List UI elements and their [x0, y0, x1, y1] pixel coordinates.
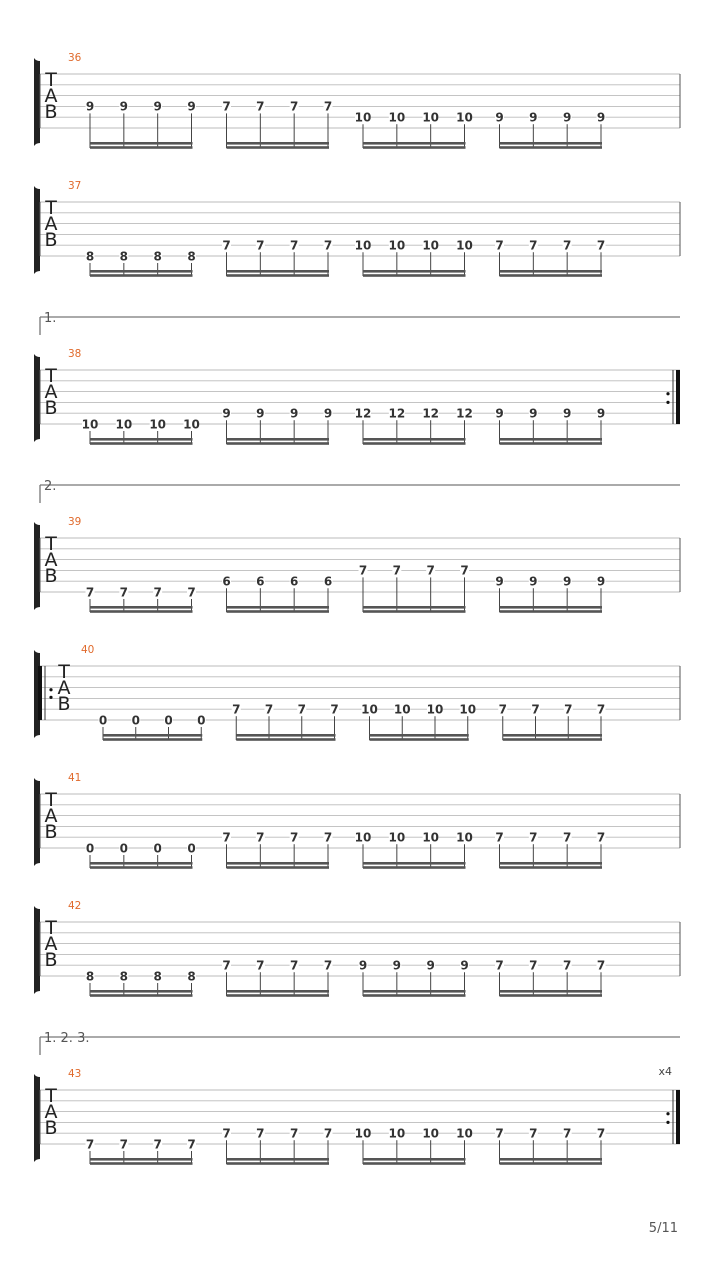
fret-number: 10 — [354, 830, 372, 845]
beam-secondary — [227, 1162, 330, 1165]
beam-primary — [227, 990, 330, 993]
fret-number: 7 — [495, 1126, 504, 1141]
fret-number: 12 — [456, 406, 473, 421]
fret-number: 8 — [85, 249, 95, 264]
fret-number: 7 — [531, 702, 540, 717]
fret-number: 7 — [529, 1126, 538, 1141]
tab-system — [34, 311, 680, 445]
beam-secondary — [363, 442, 466, 445]
page-number: 5/11 — [648, 1221, 678, 1236]
fret-number: 7 — [289, 958, 299, 973]
fret-number: 7 — [358, 563, 368, 578]
fret-number: 10 — [354, 110, 372, 125]
beam-secondary — [500, 274, 603, 277]
beam-primary — [500, 1158, 603, 1161]
fret-number: 6 — [289, 574, 299, 589]
fret-number: 7 — [323, 1126, 333, 1141]
tab-clef-letter: T — [45, 197, 57, 219]
beam-primary — [500, 270, 603, 273]
fret-number: 9 — [596, 406, 606, 421]
beam-secondary — [500, 994, 603, 997]
fret-number: 7 — [297, 702, 306, 717]
fret-number: 7 — [596, 1126, 606, 1141]
measure-number: 38 — [68, 348, 82, 360]
tab-clef-letter: A — [44, 549, 58, 571]
tab-system — [34, 644, 680, 741]
fret-number: 7 — [564, 702, 573, 717]
fret-number: 7 — [529, 830, 538, 845]
beam-secondary — [103, 738, 202, 741]
beam-secondary — [227, 274, 330, 277]
fret-number: 10 — [149, 417, 167, 432]
tab-system — [34, 900, 680, 997]
tab-clef-letter: T — [45, 365, 57, 387]
beam-primary — [227, 1158, 330, 1161]
beam-secondary — [90, 994, 193, 997]
fret-number: 9 — [495, 110, 504, 125]
beam-secondary — [90, 1162, 193, 1165]
fret-number: 7 — [222, 958, 231, 973]
fret-number: 7 — [562, 830, 572, 845]
fret-number: 8 — [119, 969, 129, 984]
beam-primary — [363, 862, 466, 865]
fret-number: 10 — [354, 238, 372, 253]
fret-number: 10 — [388, 238, 406, 253]
beam-primary — [227, 142, 330, 145]
fret-number: 10 — [388, 110, 406, 125]
beam-secondary — [90, 442, 193, 445]
beam-primary — [500, 142, 603, 145]
system-bracket-bar — [34, 189, 38, 271]
beam-primary — [90, 1158, 193, 1161]
beam-secondary — [227, 146, 330, 149]
fret-number: 9 — [153, 99, 162, 114]
fret-number: 9 — [495, 574, 504, 589]
fret-number: 9 — [392, 958, 402, 973]
measure-number: 39 — [68, 516, 82, 528]
fret-number: 7 — [426, 563, 435, 578]
beam-secondary — [363, 146, 466, 149]
repeat-dot — [666, 401, 669, 404]
beam-primary — [363, 142, 466, 145]
fret-number: 10 — [422, 1126, 440, 1141]
fret-number: 8 — [119, 249, 129, 264]
fret-number: 7 — [529, 238, 538, 253]
fret-number: 9 — [562, 574, 572, 589]
beam-primary — [90, 606, 193, 609]
beam-secondary — [90, 866, 193, 869]
fret-number: 7 — [222, 238, 231, 253]
fret-number: 7 — [256, 1126, 265, 1141]
beam-primary — [90, 438, 193, 441]
fret-number: 7 — [596, 702, 606, 717]
tab-clef-letter: B — [44, 565, 58, 587]
fret-number: 9 — [495, 406, 504, 421]
system-bracket-bar — [34, 1077, 38, 1159]
beam-primary — [103, 734, 202, 737]
beam-primary — [503, 734, 602, 737]
fret-number: 10 — [393, 702, 411, 717]
fret-number: 7 — [596, 830, 606, 845]
fret-number: 7 — [323, 99, 333, 114]
tab-clef-letter: A — [44, 85, 58, 107]
tab-clef-letter: B — [44, 1117, 58, 1139]
fret-number: 7 — [596, 238, 606, 253]
fret-number: 7 — [495, 958, 504, 973]
fret-number: 7 — [119, 1137, 129, 1152]
beam-secondary — [500, 146, 603, 149]
tab-clef-letter: B — [57, 693, 71, 715]
beam-primary — [90, 142, 193, 145]
fret-number: 7 — [187, 585, 196, 600]
fret-number: 10 — [354, 1126, 372, 1141]
beam-primary — [227, 270, 330, 273]
fret-number: 12 — [354, 406, 372, 421]
tab-clef-letter: A — [44, 381, 58, 403]
beam-secondary — [227, 442, 330, 445]
system-bracket-bar — [34, 653, 38, 735]
tab-clef-letter: T — [45, 789, 57, 811]
tab-system — [34, 52, 680, 149]
fret-number: 9 — [529, 110, 538, 125]
beam-secondary — [227, 610, 330, 613]
beam-primary — [227, 438, 330, 441]
fret-number: 7 — [222, 1126, 231, 1141]
fret-number: 10 — [426, 702, 444, 717]
fret-number: 8 — [153, 249, 162, 264]
repeat-dot — [49, 696, 52, 699]
fret-number: 9 — [85, 99, 95, 114]
beam-primary — [370, 734, 469, 737]
fret-number: 10 — [361, 702, 378, 717]
tab-clef-letter: T — [45, 533, 57, 555]
fret-number: 0 — [164, 713, 173, 728]
fret-number: 7 — [187, 1137, 196, 1152]
system-bracket-bar — [34, 357, 38, 439]
fret-number: 7 — [256, 238, 265, 253]
fret-number: 7 — [495, 238, 504, 253]
fret-number: 7 — [460, 563, 469, 578]
repeat-end-thick — [676, 1090, 680, 1144]
tab-clef-letter: A — [44, 213, 58, 235]
fret-number: 9 — [562, 110, 572, 125]
fret-number: 7 — [289, 830, 299, 845]
fret-number: 9 — [358, 958, 368, 973]
fret-number: 9 — [596, 110, 606, 125]
fret-number: 12 — [422, 406, 440, 421]
beam-secondary — [363, 1162, 466, 1165]
fret-number: 0 — [85, 841, 95, 856]
measure-number: 43 — [68, 1068, 82, 1080]
volta-label: 1. 2. 3. — [44, 1031, 90, 1046]
fret-number: 9 — [529, 574, 538, 589]
repeat-dot — [666, 1112, 669, 1115]
beam-secondary — [500, 610, 603, 613]
fret-number: 7 — [289, 99, 299, 114]
fret-number: 7 — [596, 958, 606, 973]
fret-number: 7 — [289, 238, 299, 253]
beam-primary — [500, 990, 603, 993]
fret-number: 7 — [256, 99, 265, 114]
beam-primary — [500, 606, 603, 609]
fret-number: 7 — [85, 1137, 95, 1152]
beam-secondary — [363, 994, 466, 997]
fret-number: 0 — [131, 713, 140, 728]
fret-number: 7 — [562, 958, 572, 973]
fret-number: 9 — [289, 406, 299, 421]
fret-number: 7 — [153, 585, 162, 600]
beam-secondary — [363, 274, 466, 277]
tab-clef-letter: B — [44, 949, 58, 971]
system-bracket-bar — [34, 909, 38, 991]
repeat-dot — [49, 688, 52, 691]
fret-number: 10 — [422, 238, 440, 253]
beam-secondary — [236, 738, 335, 741]
fret-number: 7 — [323, 238, 333, 253]
beam-secondary — [363, 866, 466, 869]
beam-primary — [90, 270, 193, 273]
fret-number: 12 — [388, 406, 406, 421]
fret-number: 7 — [495, 830, 504, 845]
fret-number: 10 — [115, 417, 133, 432]
fret-number: 7 — [562, 1126, 572, 1141]
tab-clef-letter: T — [58, 661, 70, 683]
fret-number: 0 — [119, 841, 129, 856]
fret-number: 7 — [85, 585, 95, 600]
fret-number: 0 — [98, 713, 108, 728]
fret-number: 10 — [388, 1126, 406, 1141]
measure-number: 42 — [68, 900, 82, 912]
beam-primary — [363, 438, 466, 441]
fret-number: 8 — [85, 969, 95, 984]
measure-number: 37 — [68, 180, 82, 192]
tab-clef-letter: B — [44, 397, 58, 419]
fret-number: 7 — [392, 563, 402, 578]
fret-number: 9 — [426, 958, 435, 973]
beam-secondary — [90, 146, 193, 149]
fret-number: 6 — [256, 574, 265, 589]
beam-secondary — [363, 610, 466, 613]
fret-number: 10 — [459, 702, 477, 717]
fret-number: 9 — [256, 406, 265, 421]
fret-number: 8 — [187, 249, 196, 264]
fret-number: 9 — [187, 99, 196, 114]
fret-number: 7 — [256, 830, 265, 845]
tab-clef-letter: A — [44, 1101, 58, 1123]
fret-number: 7 — [222, 830, 231, 845]
tab-clef-letter: A — [57, 677, 71, 699]
beam-secondary — [503, 738, 602, 741]
tab-clef-letter: T — [45, 1085, 57, 1107]
fret-number: 10 — [183, 417, 200, 432]
repeat-dot — [666, 1121, 669, 1124]
repeat-dot — [666, 392, 669, 395]
fret-number: 7 — [256, 958, 265, 973]
beam-primary — [500, 438, 603, 441]
system-bracket-bar — [34, 525, 38, 607]
fret-number: 9 — [596, 574, 606, 589]
beam-secondary — [227, 866, 330, 869]
fret-number: 6 — [323, 574, 333, 589]
beam-secondary — [500, 442, 603, 445]
fret-number: 10 — [422, 110, 440, 125]
repeat-start-thick — [38, 666, 42, 720]
beam-secondary — [370, 738, 469, 741]
fret-number: 9 — [323, 406, 333, 421]
fret-number: 7 — [119, 585, 129, 600]
fret-number: 0 — [153, 841, 162, 856]
beam-primary — [90, 862, 193, 865]
tab-system — [34, 180, 680, 277]
tab-system — [34, 772, 680, 869]
fret-number: 7 — [323, 958, 333, 973]
fret-number: 9 — [119, 99, 129, 114]
beam-primary — [363, 270, 466, 273]
fret-number: 10 — [388, 830, 406, 845]
fret-number: 8 — [153, 969, 162, 984]
system-bracket-bar — [34, 61, 38, 143]
beam-primary — [500, 862, 603, 865]
tab-clef-letter: T — [45, 69, 57, 91]
fret-number: 7 — [562, 238, 572, 253]
fret-number: 9 — [460, 958, 469, 973]
beam-primary — [363, 1158, 466, 1161]
fret-number: 7 — [232, 702, 241, 717]
fret-number: 10 — [456, 830, 473, 845]
beam-primary — [363, 606, 466, 609]
fret-number: 9 — [222, 406, 231, 421]
volta-label: 1. — [44, 311, 57, 326]
fret-number: 7 — [153, 1137, 162, 1152]
fret-number: 7 — [330, 702, 339, 717]
fret-number: 7 — [264, 702, 274, 717]
tab-system — [34, 479, 680, 613]
fret-number: 8 — [187, 969, 196, 984]
measure-number: 40 — [81, 644, 95, 656]
tab-clef-letter: A — [44, 805, 58, 827]
beam-secondary — [500, 1162, 603, 1165]
beam-secondary — [90, 274, 193, 277]
beam-primary — [227, 606, 330, 609]
repeat-count: x4 — [658, 1065, 672, 1078]
fret-number: 0 — [187, 841, 196, 856]
fret-number: 10 — [456, 110, 473, 125]
tab-clef-letter: B — [44, 101, 58, 123]
beam-primary — [90, 990, 193, 993]
tab-clef-letter: B — [44, 229, 58, 251]
volta-label: 2. — [44, 479, 57, 494]
beam-primary — [236, 734, 335, 737]
tab-clef-letter: B — [44, 821, 58, 843]
fret-number: 7 — [323, 830, 333, 845]
beam-primary — [227, 862, 330, 865]
fret-number: 7 — [222, 99, 231, 114]
beam-secondary — [227, 994, 330, 997]
measure-number: 36 — [68, 52, 82, 64]
system-bracket-bar — [34, 781, 38, 863]
fret-number: 10 — [456, 238, 473, 253]
fret-number: 0 — [197, 713, 206, 728]
tab-system — [34, 1031, 680, 1165]
fret-number: 10 — [81, 417, 99, 432]
measure-number: 41 — [68, 772, 82, 784]
beam-secondary — [90, 610, 193, 613]
beam-secondary — [500, 866, 603, 869]
beam-primary — [363, 990, 466, 993]
fret-number: 7 — [529, 958, 538, 973]
fret-number: 7 — [289, 1126, 299, 1141]
fret-number: 9 — [562, 406, 572, 421]
tab-clef-letter: A — [44, 933, 58, 955]
repeat-end-thick — [676, 370, 680, 424]
tab-clef-letter: T — [45, 917, 57, 939]
fret-number: 10 — [422, 830, 440, 845]
fret-number: 6 — [222, 574, 231, 589]
fret-number: 9 — [529, 406, 538, 421]
fret-number: 7 — [498, 702, 507, 717]
fret-number: 10 — [456, 1126, 473, 1141]
